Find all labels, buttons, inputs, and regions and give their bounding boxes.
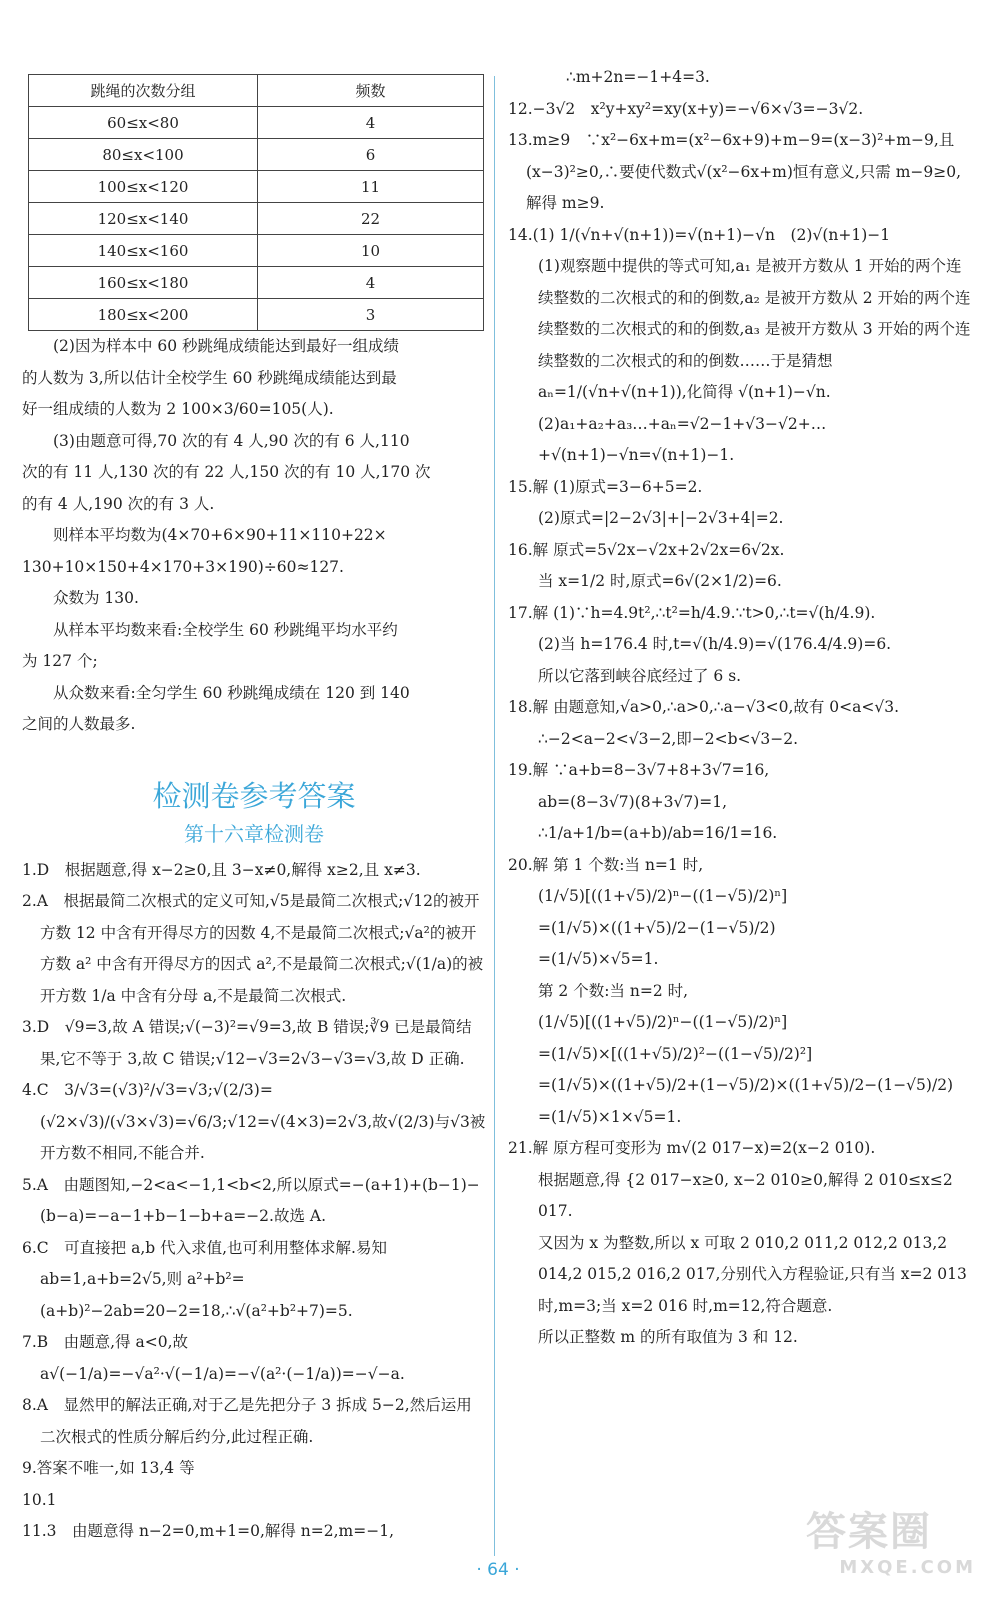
answer-item: 2.A 根据最简二次根式的定义可知,√5是最简二次根式;√12的被开方数 12 中含有开得尽方的因数 4,不是最简二次根式;√a²的被开方数 a² 中含有开得尽方的因式 a²,不是最简二次根式;√(1/a)的被开方数 1/a 中含有分母 a,不是最简二次根式. [22,892,484,1005]
column-divider [494,76,495,1556]
table-header-cell: 跳绳的次数分组 [29,75,258,107]
watermark-text: 答案圈 [806,1509,932,1555]
text-line: 的有 4 人,190 次的有 3 人. [22,494,215,513]
answer-item: 14.(1) 1/(√n+√(n+1))=√(n+1)−√n (2)√(n+1)−1 [508,225,891,244]
table-header-cell: 频数 [258,75,484,107]
answer-item: 18.解 由题意知,√a>0,∴a>0,∴a−√3<0,故有 0<a<√3. [508,698,900,716]
right-column [508,62,974,1354]
answer-item: 21.解 原方程可变形为 m√(2 017−x)=2(x−2 010). [508,1139,876,1157]
text-line: 则样本平均数为(4×70+6×90+11×110+22× [53,526,387,544]
frequency-table [28,74,484,331]
text-line: 从众数来看:全匀学生 60 秒跳绳成绩在 120 到 140 [53,683,410,702]
table-row [29,235,484,267]
table-cell-range: 140≤x<160 [29,235,258,267]
text-line: (2)因为样本中 60 秒跳绳成绩能达到最好一组成绩 [53,337,400,355]
text-line: 的人数为 3,所以估计全校学生 60 秒跳绳成绩能达到最 [22,368,397,387]
answer-item: (1/√5)[((1+√5)/2)ⁿ−((1−√5)/2)ⁿ] [538,887,788,905]
answer-item: (2)原式=|2−2√3|+|−2√3+4|=2. [538,509,784,527]
text-line: 次的有 11 人,130 次的有 22 人,150 次的有 10 人,170 次 [22,463,431,481]
text-line: (3)由题意可得,70 次的有 4 人,90 次的有 6 人,110 [53,431,410,450]
table-cell-frequency: 22 [258,203,484,235]
answer-item: 所以它落到峡谷底经过了 6 s. [538,666,742,685]
table-row [29,171,484,203]
answer-item: 13.m≥9 ∵x²−6x+m=(x²−6x+9)+m−9=(x−3)²+m−9,且(x−3)²≥0,∴要使代数式√(x²−6x+m)恒有意义,只需 m−9≥0,解得 m≥9. [508,131,962,212]
answer-item: =(1/√5)×[((1+√5)/2)²−((1−√5)/2)²] [538,1044,813,1063]
watermark-url: MXQE.COM [839,1557,976,1578]
table-row [29,267,484,299]
answer-item: ∴m+2n=−1+4=3. [566,68,710,86]
answer-item: =(1/√5)×((1+√5)/2+(1−√5)/2)×((1+√5)/2−(1−√5)/2) [538,1076,954,1094]
answer-item: (2)当 h=176.4 时,t=√(h/4.9)=√(176.4/4.9)=6. [538,635,892,653]
watermark-logo [806,1500,976,1580]
right-answers [508,62,974,1354]
answer-item: =(1/√5)×1×√5=1. [538,1107,682,1126]
answer-item: 17.解 (1)∵h=4.9t²,∴t²=h/4.9.∵t>0,∴t=√(h/4.9). [508,603,876,622]
table-cell-range: 160≤x<180 [29,267,258,299]
text-line: 从样本平均数来看:全校学生 60 秒跳绳平均水平约 [53,620,398,639]
table-row [29,107,484,139]
answer-item: 15.解 (1)原式=3−6+5=2. [508,477,703,496]
answer-item: 3.D √9=3,故 A 错误;√(−3)²=√9=3,故 B 错误;∛9 已是最简结果,它不等于 3,故 C 错误;√12−√3=2√3−√3=√3,故 D 正确. [22,1018,472,1068]
text-line: 众数为 130. [53,589,139,607]
answer-item: =(1/√5)×√5=1. [538,950,659,968]
answer-item: 6.C 可直接把 a,b 代入求值,也可利用整体求解.易知 ab=1,a+b=2√5,则 a²+b²=(a+b)²−2ab=20−2=18,∴√(a²+b²+7)=5. [22,1238,387,1320]
text-line: 为 127 个; [22,652,98,670]
answer-item: 9.答案不唯一,如 13,4 等 [22,1459,195,1477]
answer-item: ab=(8−3√7)(8+3√7)=1, [538,792,728,811]
table-row [29,203,484,235]
answer-item: 20.解 第 1 个数:当 n=1 时, [508,855,704,874]
table-cell-range: 80≤x<100 [29,139,258,171]
table-cell-range: 60≤x<80 [29,107,258,139]
chapter-title: 第十六章检测卷 [184,821,324,846]
answer-item: 当 x=1/2 时,原式=6√(2×1/2)=6. [538,572,782,590]
left-column [22,62,486,1548]
table-cell-frequency: 10 [258,235,484,267]
text-line: 好一组成绩的人数为 2 100×3/60=105(人). [22,400,334,418]
answer-item: 又因为 x 为整数,所以 x 可取 2 010,2 011,2 012,2 013,2 014,2 015,2 016,2 017,分别代入方程验证,只有当 x=2 013 时,m=3;当 x=2 016 时,m=12,符合题意. [538,1233,967,1315]
answer-item: 19.解 ∵a+b=8−3√7+8+3√7=16, [508,761,770,779]
answer-item: 7.B 由题意,得 a<0,故 a√(−1/a)=−√a²·√(−1/a)=−√(a²·(−1/a))=−√−a. [22,1333,405,1383]
section-title: 检测卷参考答案 [152,778,356,813]
answer-item: (1/√5)[((1+√5)/2)ⁿ−((1−√5)/2)ⁿ] [538,1013,788,1031]
left-text [22,331,486,741]
answer-item: 10.1 [22,1490,57,1509]
table-cell-frequency: 4 [258,107,484,139]
table-row [29,299,484,331]
table-cell-frequency: 3 [258,299,484,331]
answer-item: 根据题意,得 {2 017−x≥0, x−2 010≥0,解得 2 010≤x≤2 017. [538,1170,953,1220]
answer-item: =(1/√5)×((1+√5)/2−(1−√5)/2) [538,918,776,937]
answer-item: 5.A 由题图知,−2<a<−1,1<b<2,所以原式=−(a+1)+(b−1)−(b−a)=−a−1+b−1−b+a=−2.故选 A. [22,1175,480,1225]
answer-item: ∴1/a+1/b=(a+b)/ab=16/1=16. [538,824,778,842]
table-cell-range: 100≤x<120 [29,171,258,203]
table-header-row [29,75,484,107]
table-cell-frequency: 6 [258,139,484,171]
answer-item: (1)观察题中提供的等式可知,a₁ 是被开方数从 1 开始的两个连续整数的二次根式的和的倒数,a₂ 是被开方数从 2 开始的两个连续整数的二次根式的和的倒数,a₃ 是被开方数从 3 开始的两个连续整数的二次根式的和的倒数……于是猜想 aₙ=1/(√n+√(n+1)),化简得 √(n+1)−√n. [538,257,971,401]
answer-item: ∴−2<a−2<√3−2,即−2<b<√3−2. [538,729,799,748]
table-cell-range: 120≤x<140 [29,203,258,235]
answer-item: 8.A 显然甲的解法正确,对于乙是先把分子 3 拆成 5−2,然后运用二次根式的性质分解后约分,此过程正确. [22,1396,472,1446]
answer-item: (2)a₁+a₂+a₃…+aₙ=√2−1+√3−√2+…+√(n+1)−√n=√(n+1)−1. [538,414,827,464]
answer-item: 第 2 个数:当 n=2 时, [538,981,689,1000]
table-cell-frequency: 4 [258,267,484,299]
page-number: · 64 · [476,1560,520,1580]
answer-item: 16.解 原式=5√2x−√2x+2√2x=6√2x. [508,540,785,559]
answer-item: 所以正整数 m 的所有取值为 3 和 12. [538,1328,798,1346]
answer-item: 12.−3√2 x²y+xy²=xy(x+y)=−√6×√3=−3√2. [508,99,864,118]
table-cell-range: 180≤x<200 [29,299,258,331]
answer-item: 4.C 3/√3=(√3)²/√3=√3;√(2/3)=(√2×√3)/(√3×√3)=√6/3;√12=√(4×3)=2√3,故√(2/3)与√3被开方数不相同,不能合并. [22,1081,486,1162]
answer-item: 11.3 由题意得 n−2=0,m+1=0,解得 n=2,m=−1, [22,1522,395,1540]
answer-item: 1.D 根据题意,得 x−2≥0,且 3−x≠0,解得 x≥2,且 x≠3. [22,860,421,879]
text-line: 130+10×150+4×170+3×190)÷60≈127. [22,557,344,576]
text-line: 之间的人数最多. [22,715,136,733]
table-cell-frequency: 11 [258,171,484,203]
table-row [29,139,484,171]
left-answers [22,855,486,1548]
